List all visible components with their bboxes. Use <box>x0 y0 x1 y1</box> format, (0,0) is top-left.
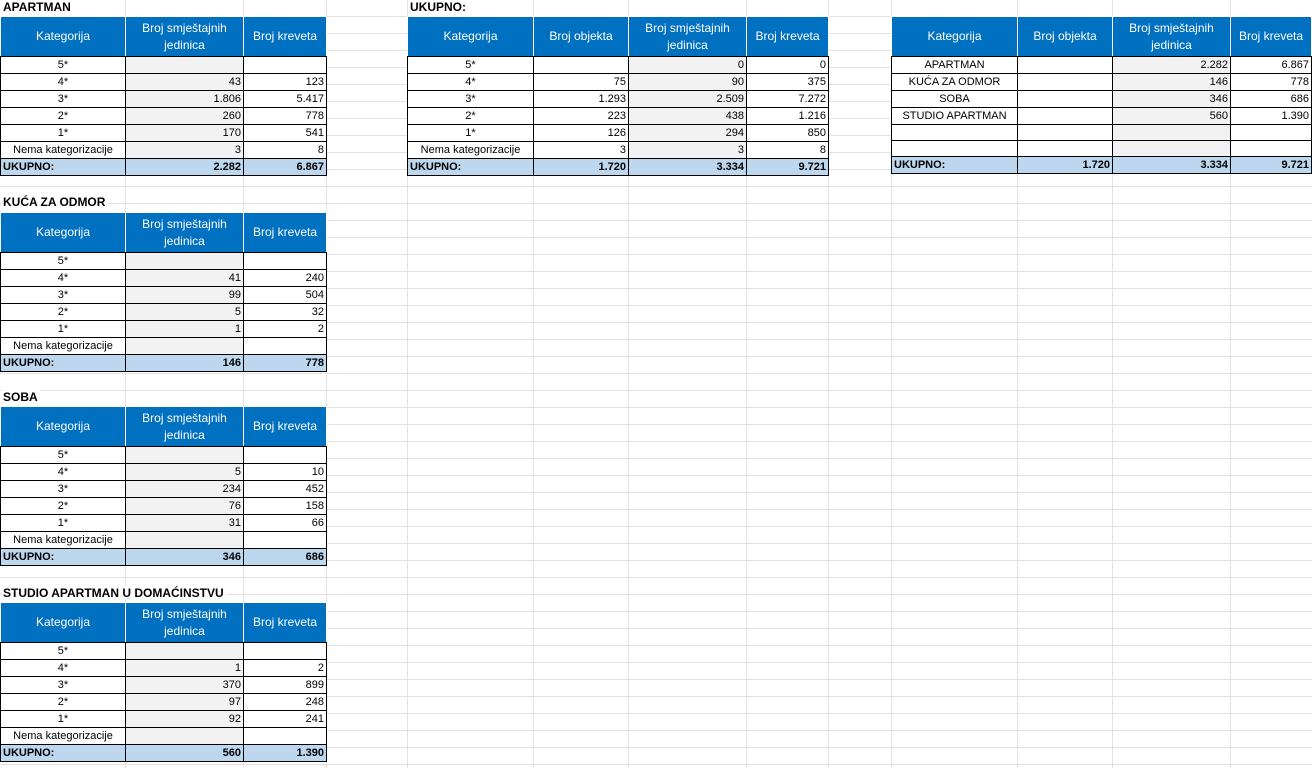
value-cell[interactable]: 346 <box>1113 91 1231 108</box>
category-cell[interactable]: 3* <box>1 677 126 694</box>
table-row <box>1 304 327 321</box>
value-cell[interactable]: 92 <box>126 711 244 728</box>
category-cell[interactable]: 1* <box>1 321 126 338</box>
value-cell[interactable] <box>1113 141 1231 157</box>
table-row <box>1 253 327 270</box>
value-cell[interactable]: 438 <box>629 108 747 125</box>
value-cell[interactable]: 3 <box>534 142 629 159</box>
value-cell[interactable]: 541 <box>244 125 327 142</box>
value-cell[interactable] <box>126 253 244 270</box>
table-row <box>1 270 327 287</box>
column-header[interactable]: Broj kreveta <box>1231 17 1312 57</box>
soba-title: SOBA <box>3 390 38 404</box>
table-row <box>892 141 1312 157</box>
category-cell[interactable]: 2* <box>1 498 126 515</box>
kuca-table <box>0 212 327 372</box>
soba-table <box>0 406 327 566</box>
category-cell[interactable]: 5* <box>1 447 126 464</box>
table-row <box>1 728 327 745</box>
total-value-cell[interactable]: 1.720 <box>1018 157 1113 174</box>
column-header[interactable]: Broj smještajnih jedinica <box>126 407 244 447</box>
value-cell[interactable]: 170 <box>126 125 244 142</box>
value-cell[interactable] <box>1113 125 1231 141</box>
category-cell[interactable]: 2* <box>1 304 126 321</box>
column-header[interactable]: Broj smještajnih jedinica <box>1113 17 1231 57</box>
value-cell[interactable]: 375 <box>747 74 829 91</box>
value-cell[interactable]: 778 <box>1231 74 1312 91</box>
column-header[interactable]: Broj kreveta <box>244 213 327 253</box>
category-cell[interactable]: 5* <box>1 253 126 270</box>
value-cell[interactable] <box>1018 74 1113 91</box>
total-value-cell[interactable]: 3.334 <box>629 159 747 176</box>
value-cell[interactable]: 97 <box>126 694 244 711</box>
value-cell[interactable]: 2 <box>244 321 327 338</box>
value-cell[interactable]: 7.272 <box>747 91 829 108</box>
value-cell[interactable] <box>244 253 327 270</box>
category-cell[interactable]: KUĆA ZA ODMOR <box>892 74 1018 91</box>
table-row <box>892 91 1312 108</box>
column-header[interactable]: Kategorija <box>408 17 534 57</box>
value-cell[interactable]: 504 <box>244 287 327 304</box>
table-row <box>408 91 829 108</box>
value-cell[interactable] <box>126 728 244 745</box>
kuca-title: KUĆA ZA ODMOR <box>3 195 106 209</box>
table-row <box>408 74 829 91</box>
grid-row-line <box>0 203 1312 204</box>
column-header[interactable]: Broj kreveta <box>747 17 829 57</box>
value-cell[interactable]: 1 <box>126 660 244 677</box>
ukupno-title: UKUPNO: <box>410 0 466 14</box>
total-label[interactable]: UKUPNO: <box>1 549 126 566</box>
value-cell[interactable]: 126 <box>534 125 629 142</box>
column-header[interactable]: Kategorija <box>1 603 126 643</box>
column-header[interactable]: Broj objekta <box>534 17 629 57</box>
category-cell[interactable]: 3* <box>1 287 126 304</box>
value-cell[interactable]: 1.216 <box>747 108 829 125</box>
header-row <box>408 17 829 57</box>
table-row <box>1 711 327 728</box>
table-row <box>1 91 327 108</box>
column-header[interactable]: Broj smještajnih jedinica <box>126 213 244 253</box>
total-row <box>1 159 327 176</box>
value-cell[interactable]: 223 <box>534 108 629 125</box>
value-cell[interactable]: 8 <box>244 142 327 159</box>
value-cell[interactable] <box>534 57 629 74</box>
value-cell[interactable]: 99 <box>126 287 244 304</box>
value-cell[interactable]: 2 <box>244 660 327 677</box>
column-header[interactable]: Kategorija <box>892 17 1018 57</box>
value-cell[interactable]: 75 <box>534 74 629 91</box>
value-cell[interactable] <box>1018 141 1113 157</box>
column-header[interactable]: Kategorija <box>1 407 126 447</box>
category-cell[interactable]: 4* <box>1 270 126 287</box>
total-value-cell[interactable]: 346 <box>126 549 244 566</box>
header-row <box>1 213 327 253</box>
value-cell[interactable]: 234 <box>126 481 244 498</box>
value-cell[interactable]: 778 <box>244 108 327 125</box>
value-cell[interactable]: 452 <box>244 481 327 498</box>
table-row <box>1 515 327 532</box>
summary-table <box>891 16 1312 174</box>
total-value-cell[interactable]: 1.390 <box>244 745 327 762</box>
total-label[interactable]: UKUPNO: <box>892 157 1018 174</box>
value-cell[interactable] <box>1018 125 1113 141</box>
total-row <box>1 355 327 372</box>
value-cell[interactable]: 3 <box>126 142 244 159</box>
value-cell[interactable]: 2.509 <box>629 91 747 108</box>
category-cell[interactable]: 4* <box>1 660 126 677</box>
total-value-cell[interactable]: 1.720 <box>534 159 629 176</box>
value-cell[interactable]: 1 <box>126 321 244 338</box>
value-cell[interactable]: 5 <box>126 464 244 481</box>
category-cell[interactable]: 4* <box>1 74 126 91</box>
category-cell[interactable]: 3* <box>1 481 126 498</box>
total-row <box>1 745 327 762</box>
table-row <box>1 57 327 74</box>
value-cell[interactable] <box>126 57 244 74</box>
value-cell[interactable]: 686 <box>1231 91 1312 108</box>
column-header[interactable]: Kategorija <box>1 213 126 253</box>
category-cell[interactable]: 5* <box>1 643 126 660</box>
grid-row-line <box>0 577 1312 578</box>
table-row <box>1 498 327 515</box>
total-value-cell[interactable]: 146 <box>126 355 244 372</box>
table-row <box>1 481 327 498</box>
table-row <box>1 287 327 304</box>
table-row <box>1 464 327 481</box>
category-cell[interactable]: Nema kategorizacije <box>1 532 126 549</box>
table-row <box>1 338 327 355</box>
value-cell[interactable] <box>1018 91 1113 108</box>
table-row <box>408 142 829 159</box>
table-row <box>892 108 1312 125</box>
value-cell[interactable] <box>126 532 244 549</box>
value-cell[interactable]: 43 <box>126 74 244 91</box>
value-cell[interactable] <box>244 643 327 660</box>
table-row <box>1 643 327 660</box>
header-row <box>892 17 1312 57</box>
table-row <box>1 108 327 125</box>
value-cell[interactable] <box>126 447 244 464</box>
table-row <box>1 532 327 549</box>
total-value-cell[interactable]: 686 <box>244 549 327 566</box>
value-cell[interactable]: 146 <box>1113 74 1231 91</box>
category-cell[interactable] <box>892 141 1018 157</box>
category-cell[interactable]: 2* <box>408 108 534 125</box>
ukupno-table <box>407 16 829 176</box>
total-label[interactable]: UKUPNO: <box>1 159 126 176</box>
grid-row-line <box>0 373 1312 374</box>
value-cell[interactable]: 90 <box>629 74 747 91</box>
table-row <box>1 125 327 142</box>
value-cell[interactable]: 850 <box>747 125 829 142</box>
value-cell[interactable]: 3 <box>629 142 747 159</box>
column-header[interactable]: Broj smještajnih jedinica <box>126 603 244 643</box>
column-header[interactable]: Broj smještajnih jedinica <box>629 17 747 57</box>
category-cell[interactable]: 1* <box>1 711 126 728</box>
value-cell[interactable]: 2.282 <box>1113 57 1231 74</box>
total-value-cell[interactable]: 9.721 <box>747 159 829 176</box>
value-cell[interactable] <box>244 447 327 464</box>
value-cell[interactable]: 260 <box>126 108 244 125</box>
total-row <box>408 159 829 176</box>
value-cell[interactable]: 0 <box>629 57 747 74</box>
table-row <box>408 108 829 125</box>
column-header[interactable]: Broj smještajnih jedinica <box>126 17 244 57</box>
column-header[interactable]: Broj kreveta <box>244 407 327 447</box>
value-cell[interactable]: 248 <box>244 694 327 711</box>
column-header[interactable]: Broj objekta <box>1018 17 1113 57</box>
total-value-cell[interactable]: 6.867 <box>244 159 327 176</box>
table-row <box>1 660 327 677</box>
value-cell[interactable]: 899 <box>244 677 327 694</box>
category-cell[interactable]: SOBA <box>892 91 1018 108</box>
value-cell[interactable]: 240 <box>244 270 327 287</box>
studio-table <box>0 602 327 762</box>
value-cell[interactable]: 6.867 <box>1231 57 1312 74</box>
value-cell[interactable] <box>244 532 327 549</box>
category-cell[interactable]: 2* <box>1 694 126 711</box>
value-cell[interactable] <box>1231 125 1312 141</box>
category-cell[interactable]: Nema kategorizacije <box>1 338 126 355</box>
value-cell[interactable]: 560 <box>1113 108 1231 125</box>
column-header[interactable]: Broj kreveta <box>244 17 327 57</box>
value-cell[interactable]: 32 <box>244 304 327 321</box>
value-cell[interactable]: 66 <box>244 515 327 532</box>
category-cell[interactable]: 4* <box>408 74 534 91</box>
header-row <box>1 603 327 643</box>
grid-row-line <box>0 186 1312 187</box>
total-value-cell[interactable]: 3.334 <box>1113 157 1231 174</box>
value-cell[interactable] <box>244 57 327 74</box>
value-cell[interactable]: 5 <box>126 304 244 321</box>
category-cell[interactable]: 1* <box>408 125 534 142</box>
header-row <box>1 407 327 447</box>
value-cell[interactable] <box>126 338 244 355</box>
value-cell[interactable]: 10 <box>244 464 327 481</box>
apartman-title: APARTMAN <box>3 0 71 14</box>
studio-title: STUDIO APARTMAN U DOMAĆINSTVU <box>3 586 224 600</box>
category-cell[interactable]: 1* <box>1 515 126 532</box>
category-cell[interactable]: Nema kategorizacije <box>408 142 534 159</box>
table-row <box>408 57 829 74</box>
value-cell[interactable]: 123 <box>244 74 327 91</box>
category-cell[interactable]: 5* <box>408 57 534 74</box>
grid-row-line <box>0 764 1312 765</box>
category-cell[interactable]: 3* <box>408 91 534 108</box>
total-row <box>892 157 1312 174</box>
value-cell[interactable]: 158 <box>244 498 327 515</box>
value-cell[interactable]: 31 <box>126 515 244 532</box>
category-cell[interactable]: STUDIO APARTMAN <box>892 108 1018 125</box>
column-header[interactable]: Broj kreveta <box>244 603 327 643</box>
table-row <box>408 125 829 142</box>
category-cell[interactable]: APARTMAN <box>892 57 1018 74</box>
total-row <box>1 549 327 566</box>
total-label[interactable]: UKUPNO: <box>1 355 126 372</box>
value-cell[interactable]: 1.390 <box>1231 108 1312 125</box>
value-cell[interactable]: 8 <box>747 142 829 159</box>
table-row <box>1 694 327 711</box>
table-row <box>892 125 1312 141</box>
value-cell[interactable]: 76 <box>126 498 244 515</box>
value-cell[interactable] <box>1018 108 1113 125</box>
grid-row-line <box>0 390 1312 391</box>
value-cell[interactable]: 1.806 <box>126 91 244 108</box>
value-cell[interactable]: 241 <box>244 711 327 728</box>
category-cell[interactable]: 5* <box>1 57 126 74</box>
table-row <box>1 321 327 338</box>
table-row <box>892 57 1312 74</box>
total-label[interactable]: UKUPNO: <box>1 745 126 762</box>
value-cell[interactable]: 5.417 <box>244 91 327 108</box>
value-cell[interactable] <box>244 728 327 745</box>
value-cell[interactable] <box>1018 57 1113 74</box>
category-cell[interactable]: 3* <box>1 91 126 108</box>
table-row <box>1 74 327 91</box>
category-cell[interactable]: 2* <box>1 108 126 125</box>
value-cell[interactable]: 0 <box>747 57 829 74</box>
value-cell[interactable]: 294 <box>629 125 747 142</box>
total-value-cell[interactable]: 778 <box>244 355 327 372</box>
category-cell[interactable]: 1* <box>1 125 126 142</box>
value-cell[interactable]: 370 <box>126 677 244 694</box>
total-label[interactable]: UKUPNO: <box>408 159 534 176</box>
apartman-table <box>0 16 327 176</box>
total-value-cell[interactable]: 560 <box>126 745 244 762</box>
table-row <box>1 447 327 464</box>
total-value-cell[interactable]: 9.721 <box>1231 157 1312 174</box>
category-cell[interactable]: 4* <box>1 464 126 481</box>
category-cell[interactable] <box>892 125 1018 141</box>
column-header[interactable]: Kategorija <box>1 17 126 57</box>
table-row <box>1 677 327 694</box>
category-cell[interactable]: Nema kategorizacije <box>1 728 126 745</box>
table-row <box>892 74 1312 91</box>
category-cell[interactable]: Nema kategorizacije <box>1 142 126 159</box>
header-row <box>1 17 327 57</box>
value-cell[interactable]: 1.293 <box>534 91 629 108</box>
table-row <box>1 142 327 159</box>
value-cell[interactable]: 41 <box>126 270 244 287</box>
value-cell[interactable] <box>1231 141 1312 157</box>
value-cell[interactable] <box>126 643 244 660</box>
value-cell[interactable] <box>244 338 327 355</box>
total-value-cell[interactable]: 2.282 <box>126 159 244 176</box>
